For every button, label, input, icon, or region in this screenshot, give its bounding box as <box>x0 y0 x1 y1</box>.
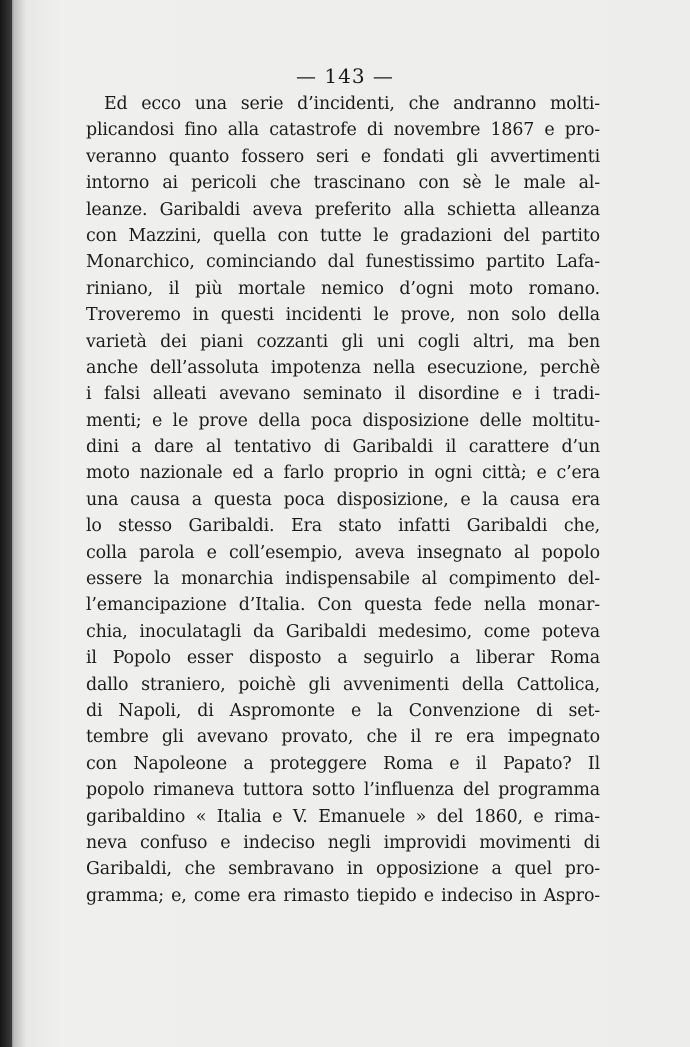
text-line: anche dell’assoluta impotenza nella esecuzione, perchè <box>86 357 600 378</box>
text-line: i falsi alleati avevano seminato il disordine e i tradi- <box>86 384 600 405</box>
text-line: l’emancipazione d’Italia. Con questa fede nella monar- <box>86 595 600 616</box>
text-line: moto nazionale ed a farlo proprio in ogni città; e c’era <box>86 463 600 484</box>
text-line: riniano, il più mortale nemico d’ogni moto romano. <box>86 278 600 299</box>
text-line: con Mazzini, quella con tutte le gradazioni del partito <box>86 225 600 246</box>
text-line: Troveremo in questi incidenti le prove, non solo della <box>86 305 600 326</box>
text-line: una causa a questa poca disposizione, e la causa era <box>86 489 600 510</box>
text-line: gramma; e, come era rimasto tiepido e indeciso in Aspro- <box>86 885 600 906</box>
text-line: tembre gli avevano provato, che il re era impegnato <box>86 727 600 748</box>
text-line: il Popolo esser disposto a seguirlo a liberar Roma <box>86 648 600 669</box>
text-line: con Napoleone a proteggere Roma e il Papato? Il <box>86 753 600 774</box>
body-text <box>86 91 600 909</box>
text-line: dallo straniero, poichè gli avvenimenti della Cattolica, <box>86 674 600 695</box>
text-line: lo stesso Garibaldi. Era stato infatti Garibaldi che, <box>86 516 600 537</box>
text-line: veranno quanto fossero seri e fondati gli avvertimenti <box>86 146 600 167</box>
text-line: di Napoli, di Aspromonte e la Convenzione di set- <box>86 700 600 721</box>
text-line: Garibaldi, che sembravano in opposizione a quel pro- <box>86 859 600 880</box>
text-line: varietà dei piani cozzanti gli uni cogli altri, ma ben <box>86 331 600 352</box>
text-line: intorno ai pericoli che trascinano con sè le male al- <box>86 173 600 194</box>
text-line: colla parola e coll’esempio, aveva insegnato al popolo <box>86 542 600 563</box>
text-line: chia, inoculatagli da Garibaldi medesimo, come poteva <box>86 621 600 642</box>
page-number: — 143 — <box>296 64 394 88</box>
text-line: Monarchico, cominciando dal funestissimo partito Lafa- <box>86 252 600 273</box>
text-line: leanze. Garibaldi aveva preferito alla schietta alleanza <box>86 199 600 220</box>
text-line: essere la monarchia indispensabile al compimento del- <box>86 569 600 590</box>
text-line: plicandosi fino alla catastrofe di novembre 1867 e pro- <box>86 120 600 141</box>
text-line: popolo rimaneva tuttora sotto l’influenza del programma <box>86 780 600 801</box>
text-line: neva confuso e indeciso negli improvidi movimenti di <box>86 832 600 853</box>
text-line: dini a dare al tentativo di Garibaldi il carattere d’un <box>86 437 600 458</box>
page-binding-edge <box>0 0 12 1047</box>
text-line: garibaldino « Italia e V. Emanuele » del 1860, e rima- <box>86 806 600 827</box>
text-line: menti; e le prove della poca disposizione delle moltitu- <box>86 410 600 431</box>
text-line: Ed ecco una serie d’incidenti, che andranno molti- <box>104 94 600 114</box>
